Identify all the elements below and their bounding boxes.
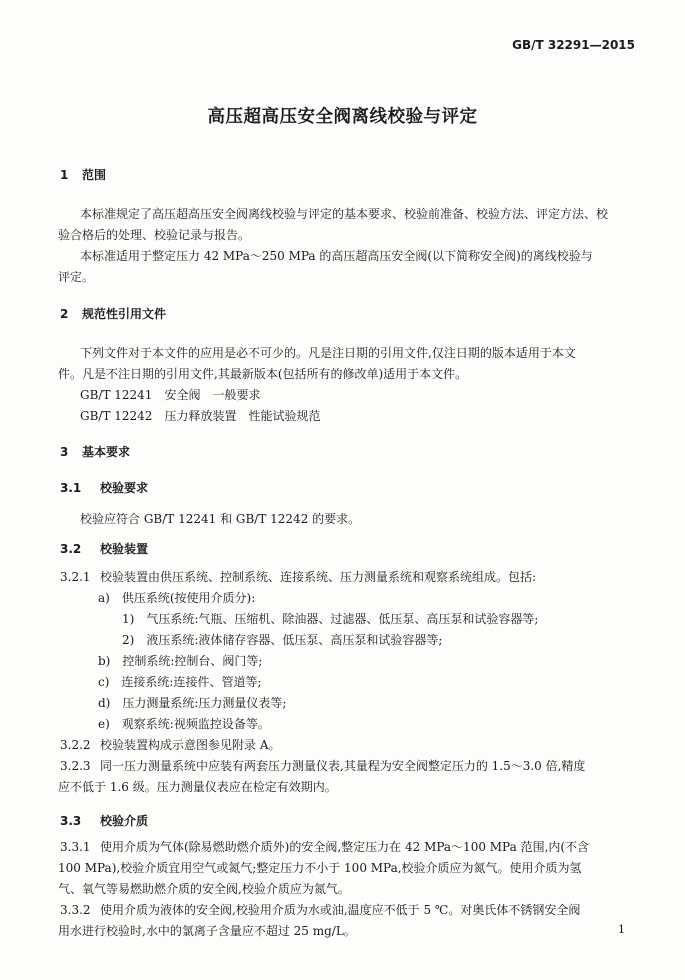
subsection-title: 校验要求 [100,481,149,495]
section-2-heading [60,305,166,322]
clause-3-3-2 [60,901,580,918]
clause-number: 3.3.2 [60,903,91,917]
clause-text: 同一压力测量系统中应装有两套压力测量仪表,其量程为安全阀整定压力的 1.5～3.0 倍,精度 [100,759,586,773]
paragraph-line: 100 MPa),校验介质宜用空气或氮气;整定压力不小于 100 MPa,校验介质应为氮气。使用介质为氢 [58,861,582,875]
clause-number: 3.2.1 [60,570,91,584]
reference-item: GB/T 12241 安全阀 一般要求 [80,388,261,402]
clause-3-2-1 [60,568,536,585]
section-title: 基本要求 [82,445,131,459]
section-number: 2 [60,307,69,321]
paragraph-line: 应不低于 1.6 级。压力测量仪表应在检定有效期内。 [58,780,337,794]
list-item: 1) 气压系统:气瓶、压缩机、除油器、过滤器、低压泵、高压泵和试验容器等; [122,612,539,626]
list-item: c) 连接系统:连接件、管道等; [98,675,262,689]
list-item: e) 观察系统:视频监控设备等。 [98,717,270,731]
page-number: 1 [618,923,625,936]
section-3-heading [60,443,130,460]
paragraph-line: 件。凡是不注日期的引用文件,其最新版本(包括所有的修改单)适用于本文件。 [58,367,468,381]
paragraph-line: 气、氧气等易燃助燃介质的安全阀,校验介质应为氮气。 [58,882,350,896]
paragraph-line: 本标准适用于整定压力 42 MPa～250 MPa 的高压超高压安全阀(以下简称安全阀)的离线校验与 [80,249,593,263]
clause-number: 3.3.1 [60,840,91,854]
list-item: a) 供压系统(按使用介质分): [98,591,256,605]
paragraph-line: 下列文件对于本文件的应用是必不可少的。凡是注日期的引用文件,仅注日期的版本适用于本文 [80,346,576,360]
paragraph-line: 校验应符合 GB/T 12241 和 GB/T 12242 的要求。 [80,512,361,526]
section-1-heading [60,166,106,183]
subsection-3-1-heading [60,479,148,496]
subsection-number: 3.2 [60,542,82,556]
paragraph-line: 本标准规定了高压超高压安全阀离线校验与评定的基本要求、校验前准备、校验方法、评定方法、校 [80,207,609,221]
clause-number: 3.2.2 [60,738,91,752]
clause-text: 使用介质为液体的安全阀,校验用介质为水或油,温度应不低于 5 ℃。对奥氏体不锈钢安全阀 [100,903,581,917]
clause-text: 使用介质为气体(除易燃助燃介质外)的安全阀,整定压力在 42 MPa～100 MPa 范围,内(不含 [100,840,590,854]
paragraph-line: 用水进行校验时,水中的氯离子含量应不超过 25 mg/L。 [58,924,356,938]
section-number: 1 [60,168,69,182]
subsection-3-3-heading [60,812,148,829]
clause-text: 校验装置由供压系统、控制系统、连接系统、压力测量系统和观察系统组成。包括: [100,570,537,584]
reference-item: GB/T 12242 压力释放装置 性能试验规范 [80,409,321,423]
clause-number: 3.2.3 [60,759,91,773]
section-number: 3 [60,445,69,459]
subsection-number: 3.1 [60,481,82,495]
standard-code: GB/T 32291—2015 [512,38,635,52]
clause-3-3-1 [60,838,589,855]
list-item: d) 压力测量系统:压力测量仪表等; [98,696,287,710]
clause-3-2-3 [60,757,585,774]
paragraph-line: 验合格后的处理、校验记录与报告。 [58,228,251,242]
subsection-3-2-heading [60,540,148,557]
paragraph-line: 评定。 [58,270,95,284]
document-title: 高压超高压安全阀离线校验与评定 [207,107,478,127]
list-item: 2) 液压系统:液体储存容器、低压泵、高压泵和试验容器等; [122,633,443,647]
subsection-number: 3.3 [60,814,82,828]
clause-3-2-2 [60,736,280,753]
section-title: 规范性引用文件 [82,307,167,321]
section-title: 范围 [82,168,107,182]
subsection-title: 校验装置 [100,542,149,556]
clause-text: 校验装置构成示意图参见附录 A。 [100,738,281,752]
list-item: b) 控制系统:控制台、阀门等; [98,654,263,668]
subsection-title: 校验介质 [100,814,149,828]
